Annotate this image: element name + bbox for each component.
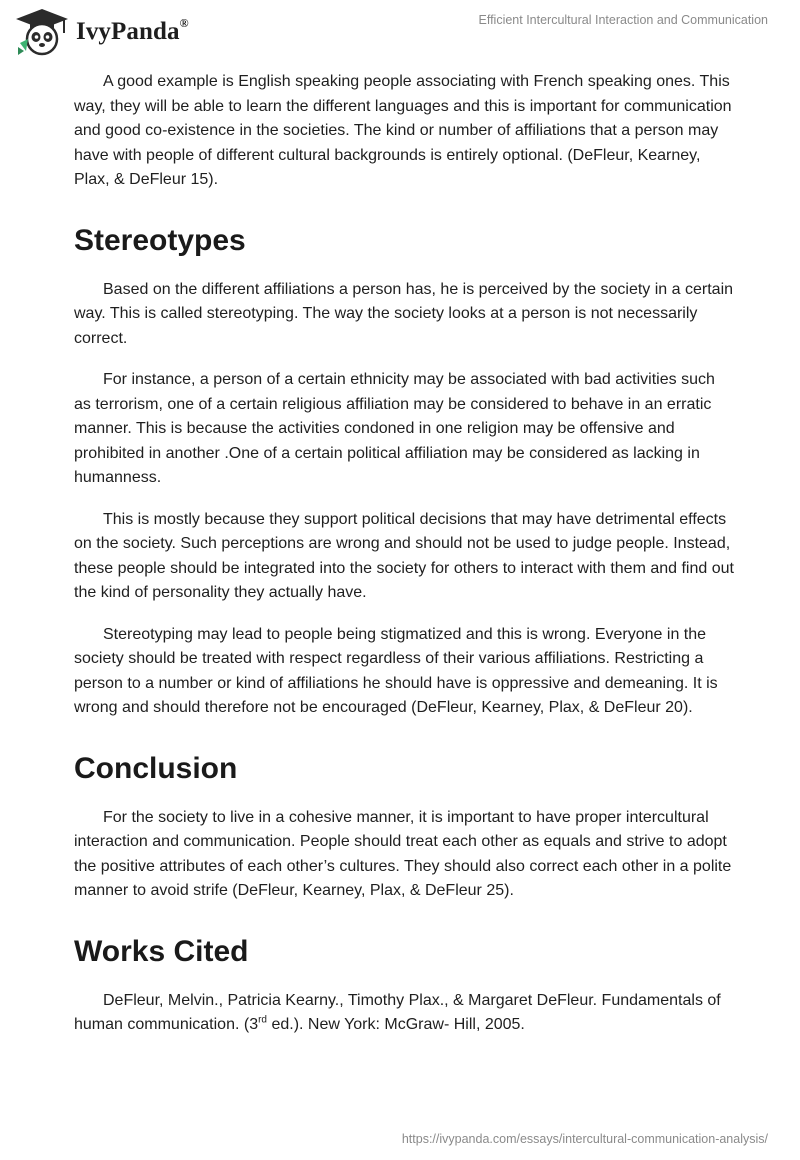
logo-text: IvyPanda® [76,16,189,45]
paragraph: For instance, a person of a certain ethnicity may be associated with bad activities such as terrorism, one of a certain religious affiliation may be considered to behave in an erratic manner. This is because the activities condoned in one religion may be offensive and prohibited in another .One of a certain political affiliation may be considered as lacking in humanness. [74,371,715,486]
paragraph: Stereotyping may lead to people being stigmatized and this is wrong. Everyone in the society should be treated with respect regardless of their various affiliations. Restricting a person to a number or kind of affiliations he should have is oppressive and demeaning. It is wrong and should therefore not be encouraged (DeFleur, Kearney, Plax, & DeFleur 20). [74,625,718,716]
panda-logo-icon [14,7,70,57]
citation-text: ed.). New York: McGraw- Hill, 2005. [267,1016,525,1033]
section-heading-conclusion: Conclusion [74,751,238,785]
section-heading-works-cited: Works Cited [74,934,249,968]
paragraph: This is mostly because they support political decisions that may have detrimental effects on the society. Such perceptions are wrong and should not be used to judge people. Instead, these people should be integrated into the society for others to interact with them and find out the kind of personality they actually have. [74,510,734,601]
document-title: Efficient Intercultural Interaction and Communication [478,13,768,27]
citation-text: DeFleur, Melvin., Patricia Kearny., Timothy Plax., & Margaret DeFleur. Fundamentals of human communication. (3 [74,991,721,1033]
paragraph: For the society to live in a cohesive manner, it is important to have proper intercultural interaction and communication. People should treat each other as equals and strive to adopt the positive attributes of each other’s cultures. They should also correct each other in a polite manner to avoid strife (DeFleur, Kearney, Plax, & DeFleur 25). [74,808,732,899]
citation-superscript: rd [258,1014,267,1026]
site-logo[interactable] [14,6,189,58]
paragraph: Based on the different affiliations a person has, he is perceived by the society in a certain way. This is called stereotyping. The way the society looks at a person is not necessarily correct. [74,280,734,347]
page-header [0,0,800,66]
essay-body [74,70,734,1055]
source-url[interactable]: https://ivypanda.com/essays/intercultural-communication-analysis/ [401,1132,768,1146]
section-heading-stereotypes: Stereotypes [74,223,246,257]
citation-entry [74,989,734,1038]
paragraph: A good example is English speaking people associating with French speaking ones. This way, they will be able to learn the different languages and this is important for communication and good co-existence in the societies. The kind or number of affiliations that a person may have with people of different cultural backgrounds is entirely optional. (DeFleur, Kearney, Plax, & DeFleur 15). [74,73,732,188]
